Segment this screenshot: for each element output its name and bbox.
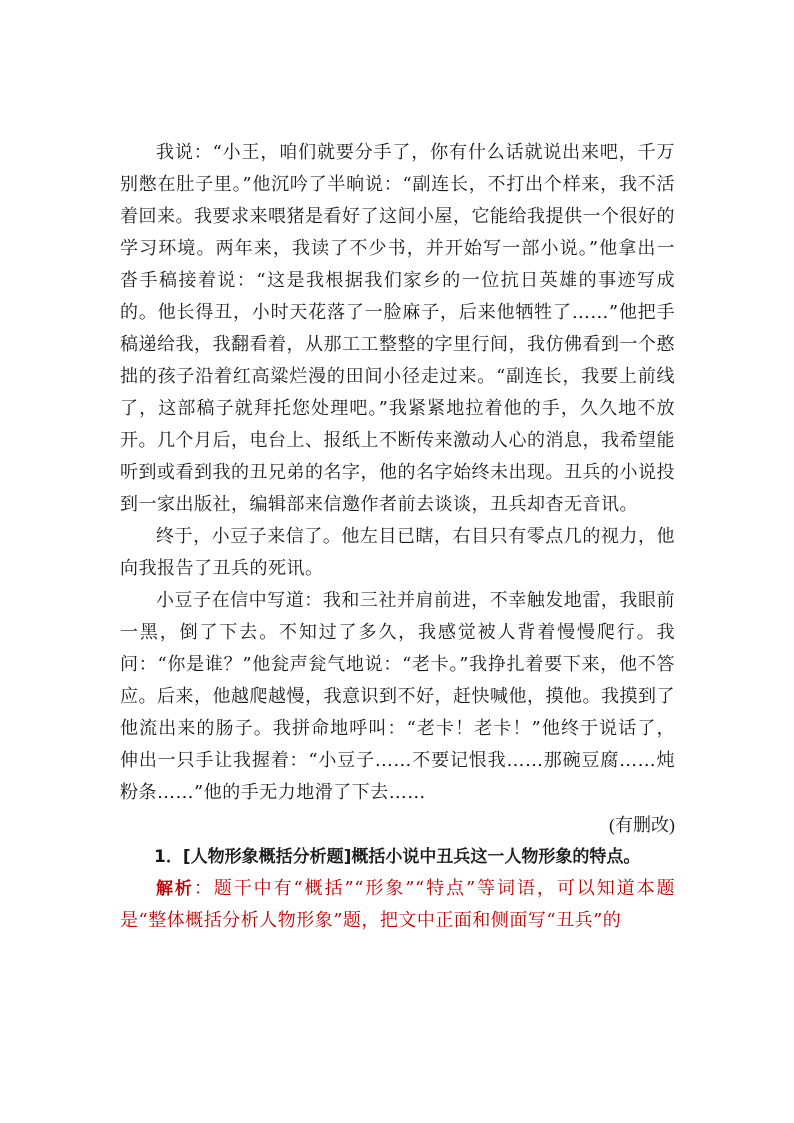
passage-paragraph-3: 小豆子在信中写道：我和三社并肩前进，不幸触发地雷，我眼前一黑，倒了下去。不知过了多久，我感觉被人背着慢慢爬行。我问：“你是谁？”他瓮声瓮气地说：“老卡。”我挣扎着要下来，他不答应。后来，他越爬越慢，我意识到不好，赶快喊他，摸他。我摸到了他流出来的肠子。我拼命地呼叫：“老卡！老卡！”他终于说话了，伸出一只手让我握着：“小豆子……不要记恨我……那碗豆腐……炖粉条……”他的手无力地滑了下去…… (120, 590, 675, 803)
question-1: 1．[人物形象概括分析题]概括小说中丑兵这一人物形象的特点。 (154, 847, 641, 867)
passage-paragraph-1: 我说：“小王，咱们就要分手了，你有什么话就说出来吧，千万别憋在肚子里。”他沉吟了半晌说：“副连长，不打出个样来，我不活着回来。我要求来喂猪是看好了这间小屋，它能给我提供一个很好的学习环境。两年来，我读了不少书，并开始写一部小说。”他拿出一沓手稿接着说：“这是我根据我们家乡的一位抗日英雄的事迹写成的。他长得丑，小时天花落了一脸麻子，后来他牺牲了……”他把手稿递给我，我翻看着，从那工工整整的字里行间，我仿佛看到一个憨拙的孩子沿着红高粱烂漫的田间小径走过来。“副连长，我要上前线了，这部稿子就拜托您处理吧。”我紧紧地拉着他的手，久久地不放开。几个月后，电台上、报纸上不断传来激动人心的消息，我希望能听到或看到我的丑兄弟的名字，他的名字始终未出现。丑兵的小说投到一家出版社，编辑部来信邀作者前去谈谈，丑兵却杳无音讯。 (120, 142, 675, 515)
analysis-label: 解析 (156, 879, 194, 899)
passage-paragraph-2: 终于，小豆子来信了。他左目已瞎，右目只有零点几的视力，他向我报告了丑兵的死讯。 (120, 526, 675, 579)
source-note: (有删改) (609, 815, 675, 835)
analysis-text: ：题干中有“概括”“形象”“特点”等词语，可以知道本题是“整体概括分析人物形象”题，把文中正面和侧面写“丑兵”的 (120, 878, 675, 931)
analysis-paragraph (120, 873, 675, 937)
passage-block (120, 137, 675, 937)
